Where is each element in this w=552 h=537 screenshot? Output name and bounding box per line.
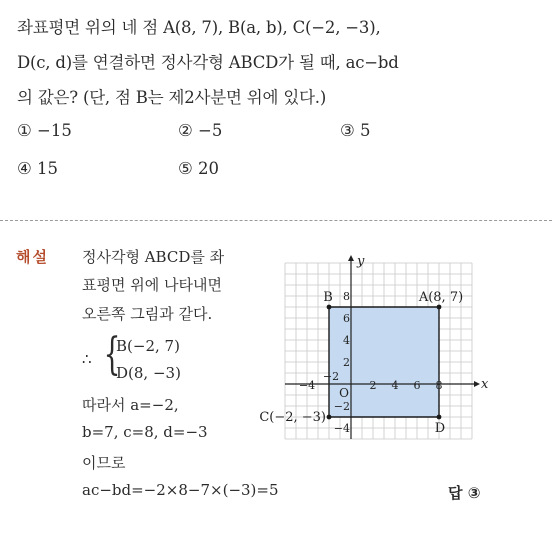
solution-line-5: b=7, c=8, d=−3: [82, 423, 208, 441]
point-a-label: A(8, 7): [418, 290, 464, 305]
point-dot: [327, 415, 332, 420]
coordinate-graph: [245, 250, 490, 445]
y-tick-label: −2: [333, 400, 350, 413]
x-axis-label: x: [481, 377, 489, 392]
y-tick-label: 8: [343, 290, 350, 303]
answer-label: 답 ③: [448, 484, 481, 502]
x-tick-label: 4: [391, 379, 399, 392]
solution-label: 해설: [16, 248, 49, 266]
x-tick-label: 6: [413, 379, 421, 392]
choice-2[interactable]: ② −5: [178, 121, 223, 140]
x-tick-label: 8: [435, 379, 443, 392]
question-line-2: D(c, d)를 연결하면 정사각형 ABCD가 될 때, ac−bd: [17, 53, 399, 72]
y-tick-label: 4: [343, 334, 350, 347]
solution-line-b: B(−2, 7): [116, 337, 180, 355]
point-b-label: B: [323, 290, 333, 305]
choice-4[interactable]: ④ 15: [17, 159, 59, 178]
solution-line-7: ac−bd=−2×8−7×(−3)=5: [82, 481, 279, 499]
choice-3[interactable]: ③ 5: [340, 121, 371, 140]
x-tick-label: −2: [322, 370, 340, 383]
y-tick-label: 2: [343, 356, 350, 369]
solution-line-4: 따라서 a=−2,: [82, 396, 179, 414]
y-tick-label: −4: [333, 422, 350, 435]
origin-label: O: [339, 386, 349, 400]
x-tick-label: −4: [298, 379, 316, 392]
question-line-1: 좌표평면 위의 네 점 A(8, 7), B(a, b), C(−2, −3),: [17, 18, 381, 37]
solution-line-1: 정사각형 ABCD를 좌: [82, 248, 225, 266]
solution-line-3: 오른쪽 그림과 같다.: [82, 305, 213, 323]
section-divider: [0, 220, 552, 221]
point-dot: [327, 305, 332, 310]
choice-1[interactable]: ① −15: [17, 121, 72, 140]
y-axis-arrow: [348, 255, 354, 261]
question-line-3: 의 값은? (단, 점 B는 제2사분면 위에 있다.): [17, 88, 327, 107]
point-c-label: C(−2, −3): [259, 410, 326, 425]
point-dot: [437, 305, 442, 310]
choice-5[interactable]: ⑤ 20: [178, 159, 220, 178]
x-axis-arrow: [474, 381, 480, 387]
solution-line-d: D(8, −3): [116, 364, 181, 382]
point-d-label: D: [434, 421, 446, 436]
solution-line-6: 이므로: [82, 454, 126, 472]
y-axis-label: y: [357, 254, 365, 269]
brace-symbol: {: [103, 329, 121, 380]
x-tick-label: 2: [369, 379, 377, 392]
therefore-symbol: ∴: [82, 350, 92, 368]
y-tick-label: 6: [343, 312, 350, 325]
point-dot: [437, 415, 442, 420]
solution-line-2: 표평면 위에 나타내면: [82, 276, 222, 294]
